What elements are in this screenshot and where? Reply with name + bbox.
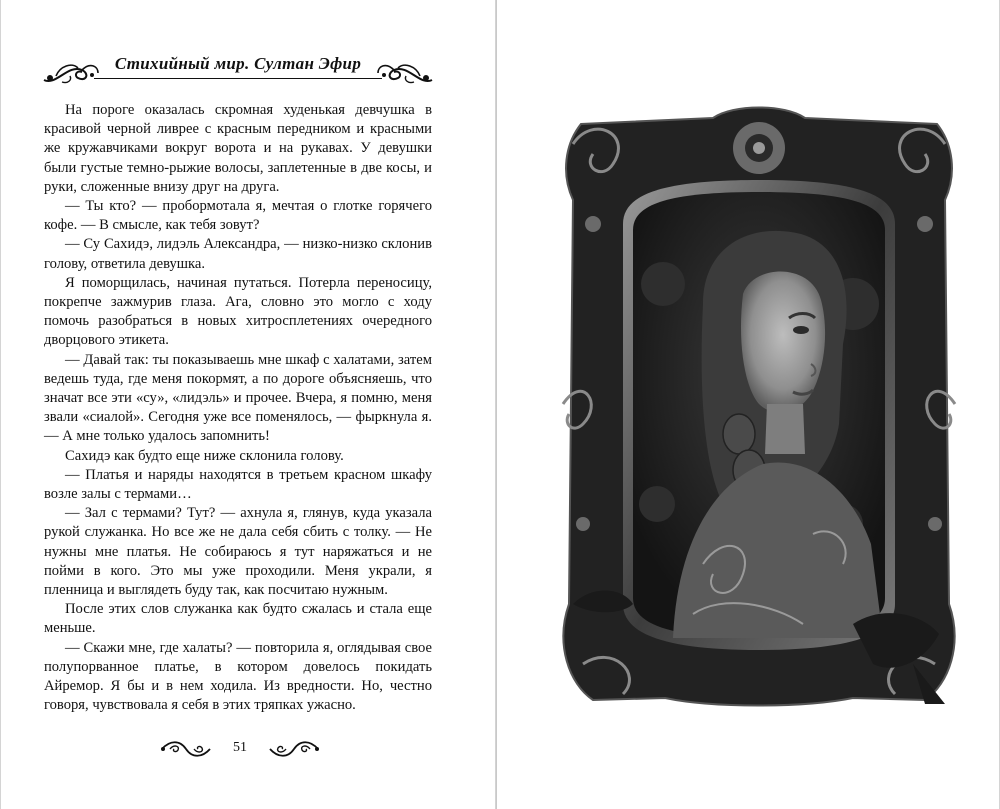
header-rule	[94, 78, 382, 79]
paragraph: Я поморщилась, начиная путаться. Потерла переносицу, покрепче зажмурив глаза. Ага, словно это могло с ходу помочь разобраться в новых хитросплетениях очередного дворцового этикета.	[44, 274, 432, 349]
body-text	[44, 101, 432, 716]
paragraph: После этих слов служанка как будто сжалась и стала еще меньше.	[44, 601, 432, 637]
paragraph: — Платья и наряды находятся в третьем красном шкафу возле залы с термами…	[44, 466, 432, 503]
page-number: 51	[233, 740, 247, 755]
paragraph: — Ты кто? — пробормотала я, мечтая о глотке горячего кофе. — В смысле, как тебя зовут?	[44, 198, 432, 234]
paragraph: — Давай так: ты показываешь мне шкаф с халатами, затем ведешь туда, где меня покормят, а по дороге объясняешь, что значат все эти «су», «лидэль» и прочее. Вчера, я помню, меня звали «сиалой». Сегодня уже все поменялось, — фыркнула я. — А мне только удалось запомнить!	[44, 351, 432, 445]
paragraph: — Скажи мне, где халаты? — повторила я, оглядывая свое полупорванное платье, в котором довелось покидать Айремор. Я бы и в нем ходила. Из вредности. Но, честно говоря, чувствовала я себя в этих тряпках ужасно.	[44, 639, 432, 714]
flourish-ornament-icon	[268, 738, 320, 760]
paragraph: Сахидэ как будто еще ниже склонила голову.	[65, 447, 344, 464]
flourish-ornament-icon	[376, 60, 434, 86]
page-footer	[160, 736, 320, 762]
paragraph: — Зал с термами? Тут? — ахнула я, глянув, куда указала рукой служанка. Но все же не дала себя сбить с толку. — Не нужны мне платья. Не собираюсь я тут наряжаться и не пойми в кого. Это мы уже проходили. Меня украли, я пленница и выглядеть буду так, как посчитаю нужным.	[44, 505, 432, 599]
left-page	[0, 0, 495, 809]
right-page	[497, 0, 1000, 809]
running-header	[42, 46, 434, 92]
paragraph: На пороге оказалась скромная худенькая девчушка в красивой черной ливрее с красным передником и красными же кружавчиками вокруг ворота и на рукавах. У девушки были густые темно-рыжие волосы, заплетенные в две косы, и руки, сложенные внизу друг на друга.	[44, 102, 432, 195]
paragraph: — Су Сахидэ, лидэль Александра, — низко-низко склонив голову, ответила девушка.	[44, 236, 432, 272]
portrait-illustration	[553, 104, 965, 708]
running-title: Стихийный мир. Султан Эфир	[114, 54, 362, 73]
flourish-ornament-icon	[160, 738, 212, 760]
